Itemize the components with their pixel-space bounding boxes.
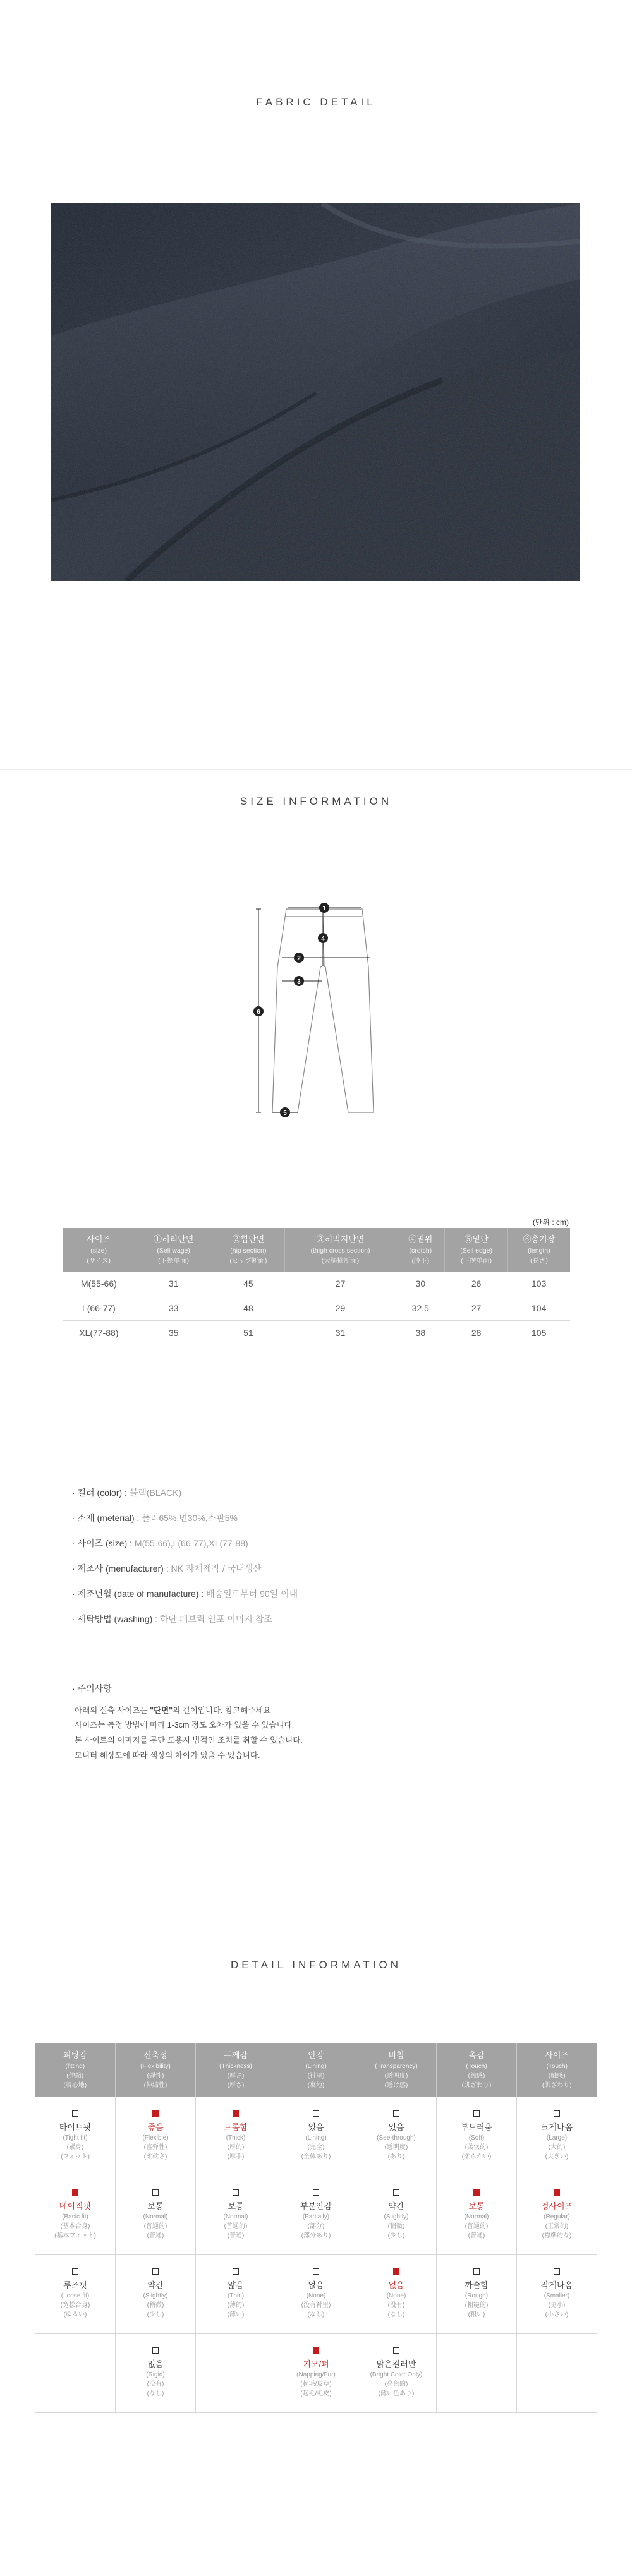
option-japanese: (柔軟さ) [143,2153,167,2161]
detail-cell [276,2176,356,2254]
checkbox-icon [72,2110,78,2117]
option-english: (Slightly) [143,2292,168,2300]
checkbox-icon [473,2268,480,2275]
option-chinese: (普通的) [465,2223,489,2230]
size-cell: 27 [445,1296,508,1320]
option-label: 부드러움 [460,2122,493,2132]
option-chinese: (基本合身) [60,2223,90,2230]
detail-cell [517,2097,597,2176]
option-label: 없음 [388,2280,404,2290]
notice-block [72,1680,303,1764]
size-table-header [63,1228,570,1272]
option-chinese: (富弹性) [143,2144,167,2152]
size-cell: 51 [212,1320,285,1345]
option-chinese: (正常的) [545,2223,569,2230]
detail-cell [196,2333,276,2412]
option-english: (None) [306,2292,326,2300]
checkbox-icon [473,2110,480,2117]
checked-checkbox-icon [393,2268,399,2275]
option-chinese: (起毛/皮草) [300,2381,332,2388]
option-english: (Normal) [223,2213,248,2221]
option-label: 있음 [308,2122,324,2132]
option-japanese: (厚手) [227,2153,245,2161]
info-size: · 사이즈 (size) : M(55-66),L(66-77),XL(77-88) [72,1538,248,1548]
size-header-cell: ②힙단면 (hip section) (ヒップ断面) [212,1228,285,1272]
option-japanese: (薄い) [227,2311,245,2319]
option-label: 없음 [147,2359,164,2369]
table-row [63,1296,570,1320]
option-japanese: (なし) [307,2311,325,2319]
detail-cell [437,2097,517,2176]
option-english: (None) [386,2292,406,2300]
size-cell: 35 [135,1320,212,1345]
option-english: (Rigid) [146,2371,165,2379]
option-chinese: (紧身) [66,2144,84,2152]
size-header-cell: ④밑위 (crotch) (股下) [396,1228,445,1272]
option-chinese: (没有) [387,2302,405,2309]
option-chinese: (亮色的) [384,2381,408,2388]
detail-cell [35,2176,116,2254]
size-information-title: SIZE INFORMATION [240,795,392,807]
detail-cell [35,2254,116,2333]
table-row [35,2333,597,2412]
option-english: (Thin) [227,2292,245,2300]
table-row [35,2254,597,2333]
table-row [63,1320,570,1345]
checked-checkbox-icon [152,2110,159,2117]
detail-cell [437,2176,517,2254]
size-header-cell: 사이즈 (size) (サイズ) [63,1228,135,1272]
detail-header-cell: 두께감 (Thickness) (厚さ) (厚さ) [196,2043,276,2097]
option-english: (Normal) [464,2213,489,2221]
size-cell: 48 [212,1296,285,1320]
size-cell: 32.5 [396,1296,445,1320]
checkbox-icon [393,2347,399,2354]
marker-6-label: 6 [257,1009,260,1016]
option-chinese: (部分) [307,2223,325,2230]
option-chinese: (稍微) [387,2223,405,2230]
detail-header-cell: 사이즈 (Touch) (触感) (肌ざわり) [517,2043,597,2097]
checked-checkbox-icon [473,2189,480,2196]
pants-size-diagram [190,872,447,1143]
detail-cell [517,2254,597,2333]
option-english: (Thick) [226,2134,246,2142]
section-divider [0,769,632,770]
size-cell: XL(77-88) [63,1320,135,1345]
size-header-cell: ①허리단면 (Sell wage) (下摆单面) [135,1228,212,1272]
option-japanese: (標準的な) [542,2232,572,2240]
option-label: 약간 [388,2201,404,2211]
size-cell: L(66-77) [63,1296,135,1320]
detail-header-cell: 안감 (Lining) (衬里) (裏地) [276,2043,356,2097]
detail-cell [517,2176,597,2254]
option-english: (Flexible) [142,2134,169,2142]
option-english: (Rough) [465,2292,489,2300]
option-label: 까슬함 [465,2280,489,2290]
option-english: (Loose fit) [61,2292,90,2300]
detail-cell [356,2176,437,2254]
size-cell: 38 [396,1320,445,1345]
notice-line: 본 사이트의 이미지를 무단 도용시 법적인 조치를 취할 수 있습니다. [75,1736,303,1745]
notice-line: 모니터 해상도에 따라 색상의 차이가 있을 수 있습니다. [75,1750,260,1760]
size-header-cell: ③허벅지단면 (thigh cross section) (大腿横断面) [284,1228,396,1272]
checkbox-icon [152,2347,159,2354]
option-japanese: (起毛/毛皮) [300,2390,332,2398]
option-chinese: (大的) [548,2144,566,2152]
option-chinese: (薄的) [227,2302,245,2309]
checkbox-icon [393,2110,399,2117]
detail-cell [116,2333,196,2412]
detail-header-cell: 신축성 (Flexibility) (弾性) (伸縮性) [116,2043,196,2097]
table-row [35,2176,597,2254]
option-chinese: (稍微) [147,2302,164,2309]
info-manufacture-date: · 제조년월 (date of manufacture) : 배송일로부터 90일 이내 [72,1589,298,1599]
marker-4-label: 4 [321,936,325,942]
fabric-detail-title: FABRIC DETAIL [256,96,376,108]
unit-label: (단위 : cm) [532,1218,569,1227]
detail-cell [276,2097,356,2176]
size-cell: 30 [396,1272,445,1296]
option-japanese: (なし) [147,2390,164,2398]
size-cell: 29 [284,1296,396,1320]
option-english: (Tight fit) [63,2134,88,2142]
size-cell: 26 [445,1272,508,1296]
option-chinese: (普通的) [224,2223,248,2230]
option-chinese: (没有) [147,2381,164,2388]
option-label: 루즈핏 [63,2280,87,2290]
option-label: 없음 [308,2280,324,2290]
checkbox-icon [554,2268,560,2275]
notice-title: · 주의사항 [72,1683,112,1694]
detail-cell [35,2097,116,2176]
detail-header-cell: 비침 (Transparency) (透明度) (透け感) [356,2043,437,2097]
option-english: (Lining) [305,2134,327,2142]
marker-3-label: 3 [297,978,301,985]
option-label: 베이직핏 [59,2201,92,2211]
checkbox-icon [152,2189,159,2196]
option-japanese: (全体あり) [301,2153,331,2161]
option-english: (Bright Color Only) [370,2371,423,2379]
option-label: 있음 [388,2122,404,2132]
option-english: (Basic fit) [62,2213,88,2221]
option-label: 정사이즈 [540,2201,573,2211]
size-cell: 31 [284,1320,396,1345]
checkbox-icon [313,2189,319,2196]
option-label: 약간 [147,2280,164,2290]
option-japanese: (普通) [227,2232,245,2240]
option-label: 기모/퍼 [303,2359,329,2369]
option-label: 보통 [147,2201,164,2211]
info-washing: · 세탁방법 (washing) : 하단 패브릭 인포 이미지 참조 [72,1614,272,1624]
checked-checkbox-icon [72,2189,78,2196]
detail-cell [356,2333,437,2412]
checkbox-icon [233,2189,239,2196]
detail-cell [35,2333,116,2412]
option-chinese: (宽松合身) [60,2302,90,2309]
checked-checkbox-icon [554,2189,560,2196]
detail-cell [437,2254,517,2333]
option-chinese: (更小) [548,2302,566,2309]
option-english: (Smaller) [544,2292,570,2300]
size-cell: 45 [212,1272,285,1296]
fabric-texture-image [51,203,580,581]
option-label: 보통 [468,2201,485,2211]
checked-checkbox-icon [313,2347,319,2354]
detail-cell [276,2333,356,2412]
option-label: 밝은컬러만 [376,2359,416,2369]
size-header-cell: ⑥총기장 (length) (長さ) [507,1228,570,1272]
option-english: (Slightly) [384,2213,409,2221]
option-japanese: (大きい) [545,2153,569,2161]
size-cell: 28 [445,1320,508,1345]
size-cell: 33 [135,1296,212,1320]
option-japanese: (部分あり) [301,2232,331,2240]
option-chinese: (粗糙的) [465,2302,489,2309]
checkbox-icon [313,2268,319,2275]
option-japanese: (あり) [387,2153,405,2161]
option-japanese: (粗い) [468,2311,485,2319]
marker-5-label: 5 [283,1110,287,1117]
detail-cell [356,2254,437,2333]
option-english: (Napping/Fur) [296,2371,336,2379]
option-chinese: (没有衬里) [301,2302,331,2309]
option-chinese: (完全) [307,2144,325,2152]
checkbox-icon [72,2268,78,2275]
detail-header-cell: 피팅감 (fitting) (伸縮) (着心地) [35,2043,116,2097]
detail-cell [276,2254,356,2333]
option-japanese: (フィット) [61,2153,90,2161]
detail-cell [196,2176,276,2254]
option-english: (Partially) [302,2213,330,2221]
option-chinese: (厚的) [227,2144,245,2152]
pants-outline [190,872,447,1143]
detail-cell [517,2333,597,2412]
option-english: (Soft) [468,2134,485,2142]
notice-line: 사이즈는 측정 방법에 따라 1-3cm 정도 오차가 있을 수 있습니다. [75,1721,295,1730]
size-cell: M(55-66) [63,1272,135,1296]
option-label: 얇음 [228,2280,244,2290]
checked-checkbox-icon [233,2110,239,2117]
option-english: (See-through) [377,2134,416,2142]
option-japanese: (なし) [387,2311,405,2319]
option-english: (Regular) [544,2213,570,2221]
size-cell: 105 [507,1320,570,1345]
option-japanese: (基本フィット) [54,2232,96,2240]
checkbox-icon [152,2268,159,2275]
detail-cell [116,2176,196,2254]
size-table [63,1228,570,1345]
checkbox-icon [233,2268,239,2275]
option-chinese: (普通的) [143,2223,167,2230]
option-japanese: (普通) [468,2232,485,2240]
detail-cell [116,2254,196,2333]
detail-cell [437,2333,517,2412]
size-header-cell: ⑤밑단 (Sell edge) (下摆单面) [445,1228,508,1272]
size-cell: 103 [507,1272,570,1296]
marker-1-label: 1 [322,905,326,912]
option-label: 타이트핏 [59,2122,92,2132]
detail-header-cell: 촉감 (Touch) (触感) (肌ざわり) [437,2043,517,2097]
detail-table-header [35,2043,597,2097]
size-cell: 27 [284,1272,396,1296]
option-japanese: (ゆるい) [63,2311,87,2319]
size-cell: 104 [507,1296,570,1320]
table-row [63,1272,570,1296]
option-japanese: (薄い色あり) [378,2390,415,2398]
checkbox-icon [554,2110,560,2117]
option-chinese: (透明度) [384,2144,408,2152]
detail-cell [196,2097,276,2176]
option-label: 좋음 [147,2122,164,2132]
size-cell: 31 [135,1272,212,1296]
option-japanese: (少し) [387,2232,405,2240]
checkbox-icon [313,2110,319,2117]
option-label: 작게나옴 [540,2280,573,2290]
detail-cell [196,2254,276,2333]
info-color: · 컬러 (color) : 블랙(BLACK) [72,1488,182,1498]
option-japanese: (普通) [147,2232,164,2240]
option-japanese: (小さい) [545,2311,569,2319]
notice-line: 아래의 실측 사이즈는 "단면"의 길이입니다. 참고해주세요 [75,1706,271,1715]
detail-information-title: DETAIL INFORMATION [230,1959,402,1971]
option-english: (Normal) [143,2213,168,2221]
option-label: 보통 [228,2201,244,2211]
option-label: 크게나옴 [540,2122,573,2132]
checkbox-icon [393,2189,399,2196]
table-row [35,2097,597,2176]
option-label: 도톰함 [224,2122,248,2132]
option-chinese: (柔软的) [465,2144,489,2152]
fabric-photo [51,203,580,581]
detail-cell [356,2097,437,2176]
detail-table [35,2043,597,2413]
info-manufacturer: · 제조사 (menufacturer) : NK 자체제작 / 국내생산 [72,1563,262,1574]
option-japanese: (少し) [147,2311,164,2319]
detail-cell [116,2097,196,2176]
info-material: · 소재 (meterial) : 폴리65%,면30%,스판5% [72,1513,238,1523]
marker-2-label: 2 [297,955,301,962]
option-japanese: (柔らかい) [461,2153,492,2161]
option-english: (Large) [546,2134,568,2142]
option-label: 부분안감 [300,2201,332,2211]
